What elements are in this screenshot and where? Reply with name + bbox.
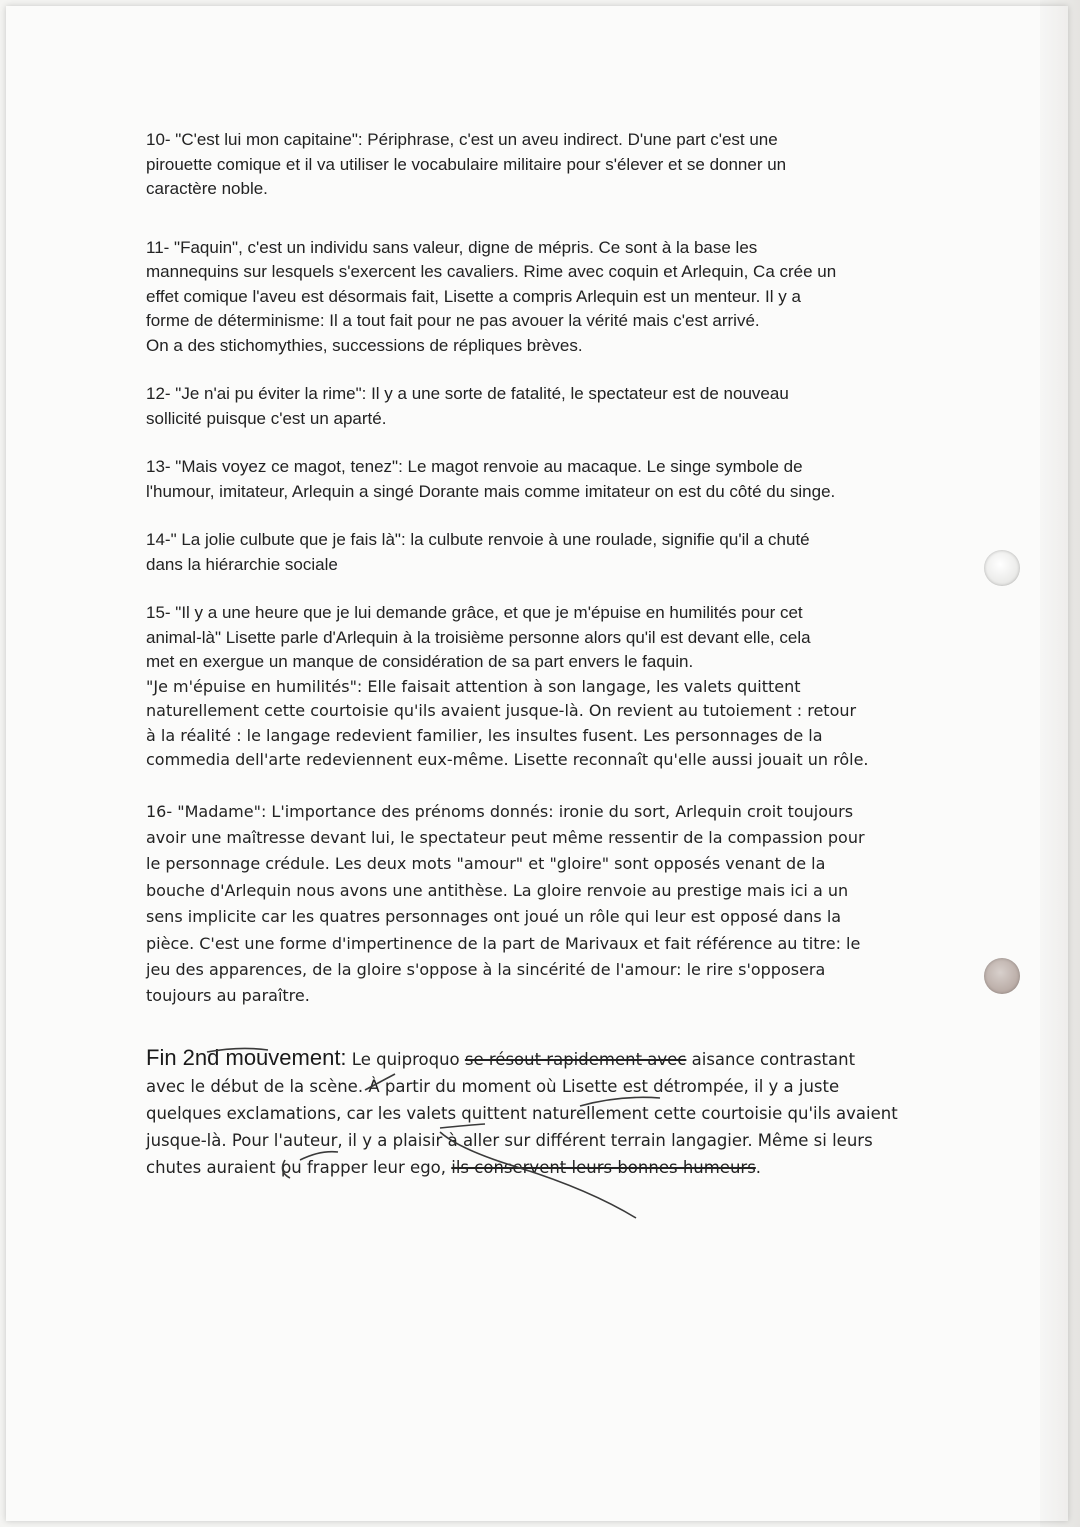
text-line: jusque-là. Pour l'auteur, il y a plaisir à aller sur différent terrain langagier. Même si leurs <box>146 1130 873 1150</box>
text-line: 15- "Il y a une heure que je lui demande grâce, et que je m'épuise en humilités pour cet <box>146 603 803 622</box>
text-line: effet comique l'aveu est désormais fait, Lisette a compris Arlequin est un menteur. Il y a <box>146 286 801 306</box>
text-line: 10- "C'est lui mon capitaine": Périphrase, c'est un aveu indirect. D'une part c'est une <box>146 130 778 149</box>
text-line: l'humour, imitateur, Arlequin a singé Dorante mais comme imitateur on est du côté du singe. <box>146 481 836 501</box>
text-line: jeu des apparences, de la gloire s'oppose à la sincérité de l'amour: le rire s'opposera <box>146 959 826 979</box>
text-line: 12- "Je n'ai pu éviter la rime": Il y a une sorte de fatalité, le spectateur est de nouveau <box>146 384 789 403</box>
text-line: 14-" La jolie culbute que je fais là": la culbute renvoie à une roulade, signifie qu'il a chuté <box>146 530 810 549</box>
text-line: commedia dell'arte redeviennent eux-même. Lisette reconnaît qu'elle aussi jouait un rôle. <box>146 750 869 769</box>
text-line: "Je m'épuise en humilités": Elle faisait attention à son langage, les valets quittent <box>146 676 801 696</box>
text-line: à la réalité : le langage redevient familier, les insultes fusent. Les personnages de la <box>146 725 823 745</box>
paragraph-14 <box>146 528 946 577</box>
text-line: met en exergue un manque de considération de sa part envers le faquin. <box>146 652 694 671</box>
struck-text: se résout rapidement avec <box>464 1049 687 1069</box>
text-line: mannequins sur lesquels s'exercent les cavaliers. Rime avec coquin et Arlequin, Ca crée un <box>146 262 837 281</box>
text-line: naturellement cette courtoisie qu'ils avaient jusque-là. On revient au tutoiement : retour <box>146 701 857 720</box>
punch-hole <box>984 958 1020 994</box>
paragraph-16 <box>146 799 946 1010</box>
paragraph-11 <box>146 236 946 359</box>
text-line: bouche d'Arlequin nous avons une antithèse. La gloire renvoie au prestige mais ici a un <box>146 880 849 900</box>
text-run: aisance contrastant <box>686 1049 856 1069</box>
text-run: chutes auraient pu frapper leur ego, <box>146 1157 452 1177</box>
punch-hole <box>984 550 1020 586</box>
struck-text: ils conservent leurs bonnes humeurs <box>451 1157 756 1177</box>
text-line: On a des stichomythies, successions de répliques brèves. <box>146 335 583 355</box>
text-line: caractère noble. <box>146 179 268 198</box>
paragraph-13 <box>146 455 946 504</box>
text-line: animal-là" Lisette parle d'Arlequin à la troisième personne alors qu'il est devant elle, cela <box>146 627 811 647</box>
text-line: avoir une maîtresse devant lui, le spectateur peut même ressentir de la compassion pour <box>146 827 865 847</box>
text-line: 11- "Faquin", c'est un individu sans valeur, digne de mépris. Ce sont à la base les <box>146 237 758 257</box>
text-line: 16- "Madame": L'importance des prénoms donnés: ironie du sort, Arlequin croit toujours <box>146 801 854 821</box>
paragraph-12 <box>146 382 946 431</box>
text-line <box>146 1044 946 1073</box>
document-body <box>146 128 946 1181</box>
page-edge-shadow <box>1040 0 1080 1527</box>
text-line: le personnage crédule. Les deux mots "amour" et "gloire" sont opposés venant de la <box>146 854 826 874</box>
text-run: . <box>755 1157 762 1177</box>
text-line: pirouette comique et il va utiliser le vocabulaire militaire pour s'élever et se donner un <box>146 154 787 174</box>
text-line: toujours au paraître. <box>146 986 310 1006</box>
conclusion-section <box>146 1044 946 1181</box>
text-line: forme de déterminisme: Il a tout fait pour ne pas avouer la vérité mais c'est arrivé. <box>146 311 760 330</box>
text-line: sens implicite car les quatres personnages ont joué un rôle qui leur est opposé dans la <box>146 907 842 927</box>
text-line: pièce. C'est une forme d'impertinence de la part de Marivaux et fait référence au titre: le <box>146 933 861 953</box>
text-line: 13- "Mais voyez ce magot, tenez": Le magot renvoie au macaque. Le singe symbole de <box>146 457 803 476</box>
text-line: avec le début de la scène. À partir du moment où Lisette est détrompée, il y a juste <box>146 1076 840 1096</box>
paragraph-10 <box>146 128 946 202</box>
text-line: dans la hiérarchie sociale <box>146 554 338 574</box>
section-heading: Fin 2nd mouvement: <box>146 1044 347 1070</box>
text-line: quelques exclamations, car les valets quittent naturellement cette courtoisie qu'ils avaient <box>146 1103 898 1123</box>
text-run: Le quiproquo <box>346 1049 465 1069</box>
text-line: sollicité puisque c'est un aparté. <box>146 408 387 428</box>
paragraph-15 <box>146 601 946 773</box>
text-line <box>146 1154 946 1181</box>
